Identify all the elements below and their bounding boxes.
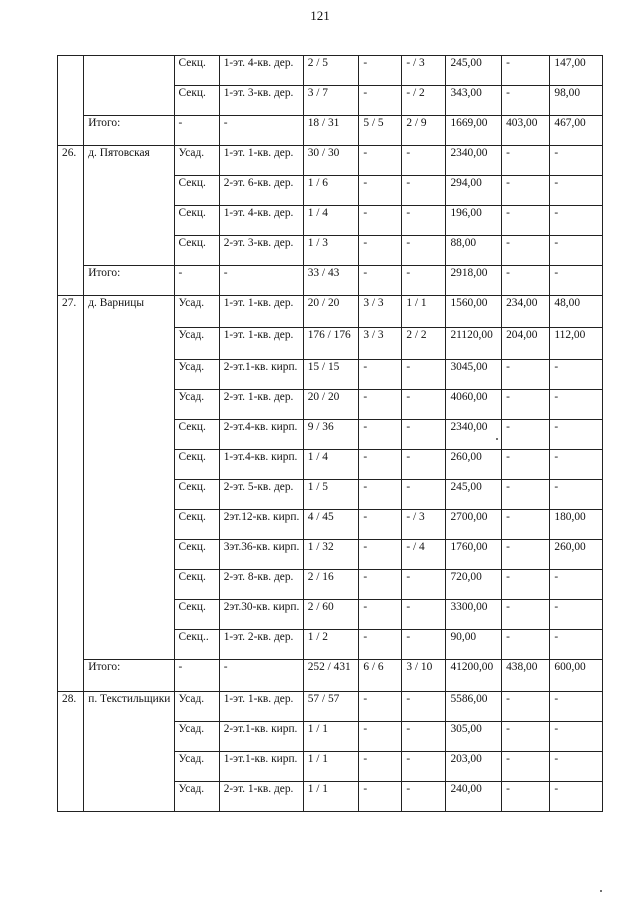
cell-a: - [359, 450, 402, 480]
cell-b: - [402, 630, 446, 660]
cell-d: 112,00 [550, 328, 603, 360]
cell-desc: - [219, 116, 303, 146]
cell-type: Секц. [174, 570, 219, 600]
cell-type: Секц. [174, 600, 219, 630]
cell-desc: 2-эт. 3-кв. дер. [219, 236, 303, 266]
cell-c: - [502, 692, 550, 722]
cell-d: - [550, 450, 603, 480]
scan-speck [600, 890, 602, 892]
cell-b: - [402, 420, 446, 450]
cell-b: - [402, 782, 446, 812]
cell-a: 6 / 6 [359, 660, 402, 692]
cell-units: 2 / 5 [303, 56, 359, 86]
cell-units: 1 / 6 [303, 176, 359, 206]
cell-desc: 1-эт. 3-кв. дер. [219, 86, 303, 116]
cell-b: - [402, 450, 446, 480]
cell-units: 1 / 32 [303, 540, 359, 570]
cell-b: - [402, 236, 446, 266]
cell-d: - [550, 752, 603, 782]
cell-desc: 2-эт.4-кв. кирп. [219, 420, 303, 450]
cell-type: Секц. [174, 206, 219, 236]
cell-type: Секц. [174, 86, 219, 116]
cell-units: 1 / 1 [303, 782, 359, 812]
cell-a: - [359, 510, 402, 540]
cell-c: - [502, 630, 550, 660]
cell-desc: 1-эт. 1-кв. дер. [219, 296, 303, 328]
cell-b: 3 / 10 [402, 660, 446, 692]
cell-c: 204,00 [502, 328, 550, 360]
cell-a: 3 / 3 [359, 328, 402, 360]
cell-b: 2 / 9 [402, 116, 446, 146]
cell-b: - [402, 600, 446, 630]
cell-a: - [359, 570, 402, 600]
cell-d: - [550, 570, 603, 600]
cell-a: - [359, 722, 402, 752]
settlement-name-cell [84, 56, 174, 116]
cell-a: - [359, 420, 402, 450]
cell-c: - [502, 540, 550, 570]
cell-d: - [550, 692, 603, 722]
settlement-name-cell: д. Варницы [84, 296, 174, 660]
table-row [58, 296, 603, 328]
cell-c: - [502, 510, 550, 540]
cell-type: Усад. [174, 692, 219, 722]
cell-units: 1 / 2 [303, 630, 359, 660]
cell-type: Усад. [174, 146, 219, 176]
cell-c: - [502, 360, 550, 390]
cell-type: Секц. [174, 540, 219, 570]
cell-units: 4 / 45 [303, 510, 359, 540]
row-number-cell: 27. [58, 296, 84, 692]
cell-b: - [402, 692, 446, 722]
cell-b: - [402, 722, 446, 752]
cell-a: - [359, 176, 402, 206]
cell-d: - [550, 146, 603, 176]
cell-area: 343,00 [446, 86, 502, 116]
cell-c: - [502, 752, 550, 782]
cell-desc: 2эт.30-кв. кирп. [219, 600, 303, 630]
total-label-cell: Итого: [84, 116, 174, 146]
cell-c: - [502, 146, 550, 176]
cell-desc: 1-эт.4-кв. кирп. [219, 450, 303, 480]
cell-area: 90,00 [446, 630, 502, 660]
cell-desc: 2-эт. 5-кв. дер. [219, 480, 303, 510]
cell-b: - [402, 266, 446, 296]
cell-type: Секц. [174, 176, 219, 206]
cell-a: - [359, 56, 402, 86]
cell-type: Усад. [174, 390, 219, 420]
cell-c: - [502, 722, 550, 752]
cell-type: Усад. [174, 752, 219, 782]
cell-type: - [174, 266, 219, 296]
cell-desc: 1-эт. 2-кв. дер. [219, 630, 303, 660]
page-number: 121 [310, 8, 330, 23]
cell-b: - [402, 752, 446, 782]
cell-c: - [502, 600, 550, 630]
cell-area: 1560,00 [446, 296, 502, 328]
cell-d: 260,00 [550, 540, 603, 570]
cell-units: 30 / 30 [303, 146, 359, 176]
settlement-name-cell: д. Пятовская [84, 146, 174, 266]
cell-c: - [502, 570, 550, 600]
cell-desc: 1-эт. 4-кв. дер. [219, 206, 303, 236]
cell-b: - / 2 [402, 86, 446, 116]
cell-b: - / 3 [402, 510, 446, 540]
cell-units: 20 / 20 [303, 390, 359, 420]
cell-type: Секц.. [174, 630, 219, 660]
cell-b: - [402, 390, 446, 420]
cell-desc: 1-эт. 1-кв. дер. [219, 692, 303, 722]
cell-units: 33 / 43 [303, 266, 359, 296]
total-label-cell: Итого: [84, 266, 174, 296]
cell-units: 1 / 1 [303, 752, 359, 782]
cell-d: 467,00 [550, 116, 603, 146]
cell-desc: 2эт.12-кв. кирп. [219, 510, 303, 540]
cell-units: 1 / 1 [303, 722, 359, 752]
cell-a: 5 / 5 [359, 116, 402, 146]
cell-area: 3300,00 [446, 600, 502, 630]
cell-d: - [550, 782, 603, 812]
table-body [58, 56, 603, 812]
cell-type: Секц. [174, 236, 219, 266]
cell-b: - [402, 206, 446, 236]
cell-c: - [502, 480, 550, 510]
cell-desc: 2-эт. 8-кв. дер. [219, 570, 303, 600]
cell-c: 403,00 [502, 116, 550, 146]
cell-area: 260,00 [446, 450, 502, 480]
cell-c: - [502, 236, 550, 266]
cell-desc: 2-эт. 1-кв. дер. [219, 782, 303, 812]
cell-area: 88,00 [446, 236, 502, 266]
cell-c: 234,00 [502, 296, 550, 328]
cell-type: - [174, 116, 219, 146]
cell-units: 2 / 60 [303, 600, 359, 630]
cell-area: 1760,00 [446, 540, 502, 570]
cell-a: - [359, 630, 402, 660]
cell-desc: 2-эт.1-кв. кирп. [219, 722, 303, 752]
cell-type: Секц. [174, 450, 219, 480]
cell-area: 196,00 [446, 206, 502, 236]
cell-a: - [359, 206, 402, 236]
cell-c: - [502, 420, 550, 450]
cell-units: 20 / 20 [303, 296, 359, 328]
cell-c: - [502, 86, 550, 116]
cell-d: 180,00 [550, 510, 603, 540]
cell-d: - [550, 630, 603, 660]
cell-c: - [502, 450, 550, 480]
cell-units: 1 / 4 [303, 206, 359, 236]
cell-units: 15 / 15 [303, 360, 359, 390]
cell-d: - [550, 600, 603, 630]
cell-c: 438,00 [502, 660, 550, 692]
scan-speck [496, 438, 498, 440]
total-label-cell: Итого: [84, 660, 174, 692]
cell-desc: - [219, 266, 303, 296]
cell-a: - [359, 782, 402, 812]
cell-area: 305,00 [446, 722, 502, 752]
table-row [58, 146, 603, 176]
cell-d: - [550, 266, 603, 296]
cell-c: - [502, 56, 550, 86]
cell-area: 3045,00 [446, 360, 502, 390]
cell-a: - [359, 540, 402, 570]
cell-area: 245,00 [446, 56, 502, 86]
cell-type: Усад. [174, 296, 219, 328]
cell-a: - [359, 692, 402, 722]
table-row [58, 266, 603, 296]
cell-c: - [502, 390, 550, 420]
cell-b: 1 / 1 [402, 296, 446, 328]
cell-area: 2340,00 [446, 420, 502, 450]
cell-a: - [359, 390, 402, 420]
cell-desc: 3эт.36-кв. кирп. [219, 540, 303, 570]
cell-units: 1 / 3 [303, 236, 359, 266]
cell-units: 2 / 16 [303, 570, 359, 600]
cell-type: Секц. [174, 480, 219, 510]
cell-c: - [502, 206, 550, 236]
cell-b: - [402, 146, 446, 176]
cell-d: - [550, 420, 603, 450]
cell-a: - [359, 752, 402, 782]
cell-area: 2340,00 [446, 146, 502, 176]
row-number-cell: 26. [58, 146, 84, 296]
cell-area: 203,00 [446, 752, 502, 782]
cell-d: - [550, 722, 603, 752]
cell-desc: 2-эт. 6-кв. дер. [219, 176, 303, 206]
cell-c: - [502, 176, 550, 206]
table-row [58, 116, 603, 146]
cell-area: 720,00 [446, 570, 502, 600]
cell-a: - [359, 236, 402, 266]
cell-d: 48,00 [550, 296, 603, 328]
cell-d: - [550, 360, 603, 390]
cell-d: - [550, 236, 603, 266]
cell-units: 18 / 31 [303, 116, 359, 146]
cell-type: Усад. [174, 722, 219, 752]
cell-area: 294,00 [446, 176, 502, 206]
cell-area: 41200,00 [446, 660, 502, 692]
cell-d: - [550, 176, 603, 206]
cell-area: 21120,00 [446, 328, 502, 360]
housing-table [57, 55, 603, 812]
cell-type: Усад. [174, 360, 219, 390]
cell-type: - [174, 660, 219, 692]
cell-b: 2 / 2 [402, 328, 446, 360]
cell-a: - [359, 360, 402, 390]
cell-units: 57 / 57 [303, 692, 359, 722]
cell-c: - [502, 266, 550, 296]
cell-b: - / 3 [402, 56, 446, 86]
cell-desc: 2-эт. 1-кв. дер. [219, 390, 303, 420]
cell-type: Усад. [174, 328, 219, 360]
cell-d: 98,00 [550, 86, 603, 116]
cell-area: 5586,00 [446, 692, 502, 722]
cell-units: 1 / 4 [303, 450, 359, 480]
cell-area: 245,00 [446, 480, 502, 510]
cell-units: 252 / 431 [303, 660, 359, 692]
cell-units: 9 / 36 [303, 420, 359, 450]
table-row [58, 56, 603, 86]
cell-d: 600,00 [550, 660, 603, 692]
cell-b: - [402, 360, 446, 390]
cell-d: 147,00 [550, 56, 603, 86]
cell-desc: 1-эт. 1-кв. дер. [219, 146, 303, 176]
cell-a: - [359, 600, 402, 630]
cell-type: Секц. [174, 510, 219, 540]
table-row [58, 660, 603, 692]
table-row [58, 692, 603, 722]
cell-desc: 2-эт.1-кв. кирп. [219, 360, 303, 390]
cell-type: Секц. [174, 420, 219, 450]
cell-a: - [359, 266, 402, 296]
cell-d: - [550, 480, 603, 510]
cell-units: 3 / 7 [303, 86, 359, 116]
cell-desc: 1-эт.1-кв. кирп. [219, 752, 303, 782]
cell-area: 240,00 [446, 782, 502, 812]
cell-area: 1669,00 [446, 116, 502, 146]
cell-c: - [502, 782, 550, 812]
cell-units: 176 / 176 [303, 328, 359, 360]
cell-a: - [359, 86, 402, 116]
cell-b: - / 4 [402, 540, 446, 570]
cell-b: - [402, 176, 446, 206]
cell-units: 1 / 5 [303, 480, 359, 510]
cell-b: - [402, 480, 446, 510]
cell-type: Секц. [174, 56, 219, 86]
cell-type: Усад. [174, 782, 219, 812]
settlement-name-cell: п. Текстильщики [84, 692, 174, 812]
cell-b: - [402, 570, 446, 600]
cell-area: 2918,00 [446, 266, 502, 296]
cell-desc: - [219, 660, 303, 692]
cell-d: - [550, 206, 603, 236]
cell-a: 3 / 3 [359, 296, 402, 328]
cell-desc: 1-эт. 4-кв. дер. [219, 56, 303, 86]
cell-d: - [550, 390, 603, 420]
row-number-cell [58, 56, 84, 146]
cell-a: - [359, 146, 402, 176]
cell-a: - [359, 480, 402, 510]
cell-desc: 1-эт. 1-кв. дер. [219, 328, 303, 360]
row-number-cell: 28. [58, 692, 84, 812]
cell-area: 4060,00 [446, 390, 502, 420]
cell-area: 2700,00 [446, 510, 502, 540]
